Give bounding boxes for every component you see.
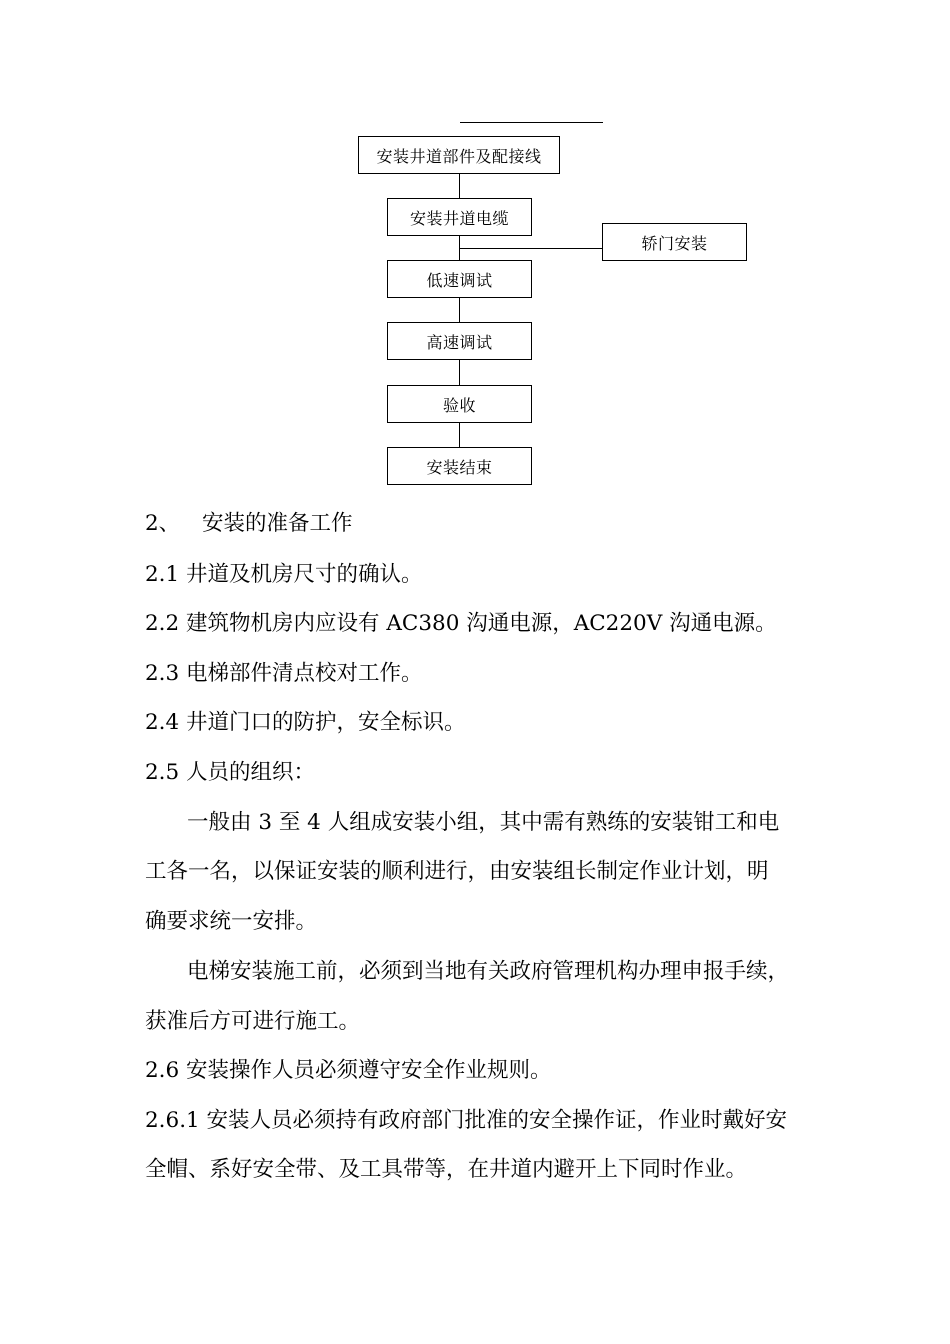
- paragraph-line: 一般由 3 至 4 人组成安装小组，其中需有熟练的安装钳工和电: [187, 810, 780, 835]
- flow-connector: [459, 423, 460, 447]
- item-2-2: 2.2 建筑物机房内应设有 AC380 沟通电源，AC220V 沟通电源。: [145, 611, 777, 636]
- flow-step-install-complete: 安装结束: [387, 447, 532, 485]
- item-2-4: 2.4 井道门口的防护，安全标识。: [145, 710, 466, 735]
- item-2-3: 2.3 电梯部件清点校对工作。: [145, 661, 423, 686]
- item-2-6-1: 2.6.1 安装人员必须持有政府部门批准的安全操作证，作业时戴好安: [145, 1108, 788, 1133]
- paragraph-line: 电梯安装施工前，必须到当地有关政府管理机构办理申报手续，: [187, 959, 790, 984]
- flow-connector: [459, 298, 460, 322]
- item-2-6: 2.6 安装操作人员必须遵守安全作业规则。: [145, 1058, 552, 1083]
- item-2-1: 2.1 井道及机房尺寸的确认。: [145, 562, 423, 587]
- flow-step-install-shaft-parts: 安装井道部件及配接线: [358, 136, 560, 174]
- flow-connector: [459, 360, 460, 385]
- item-2-5: 2.5 人员的组织：: [145, 760, 316, 785]
- section-title: 安装的准备工作: [202, 511, 353, 536]
- flow-step-car-door-install: 轿门安装: [602, 223, 747, 261]
- flow-branch-connector: [459, 248, 602, 249]
- paragraph-line: 工各一名，以保证安装的顺利进行，由安装组长制定作业计划，明: [145, 859, 769, 884]
- paragraph-line: 确要求统一安排。: [145, 909, 318, 934]
- flow-step-high-speed-test: 高速调试: [387, 322, 532, 360]
- paragraph-line: 获准后方可进行施工。: [145, 1009, 361, 1034]
- top-rule: [460, 122, 603, 123]
- section-number: 2、: [145, 511, 181, 536]
- paragraph-line: 全帽、系好安全带、及工具带等，在井道内避开上下同时作业。: [145, 1157, 748, 1182]
- flow-step-low-speed-test: 低速调试: [387, 260, 532, 298]
- flow-step-acceptance: 验收: [387, 385, 532, 423]
- flow-step-install-shaft-cable: 安装井道电缆: [387, 198, 532, 236]
- flow-connector: [459, 174, 460, 198]
- section-heading: [145, 513, 353, 535]
